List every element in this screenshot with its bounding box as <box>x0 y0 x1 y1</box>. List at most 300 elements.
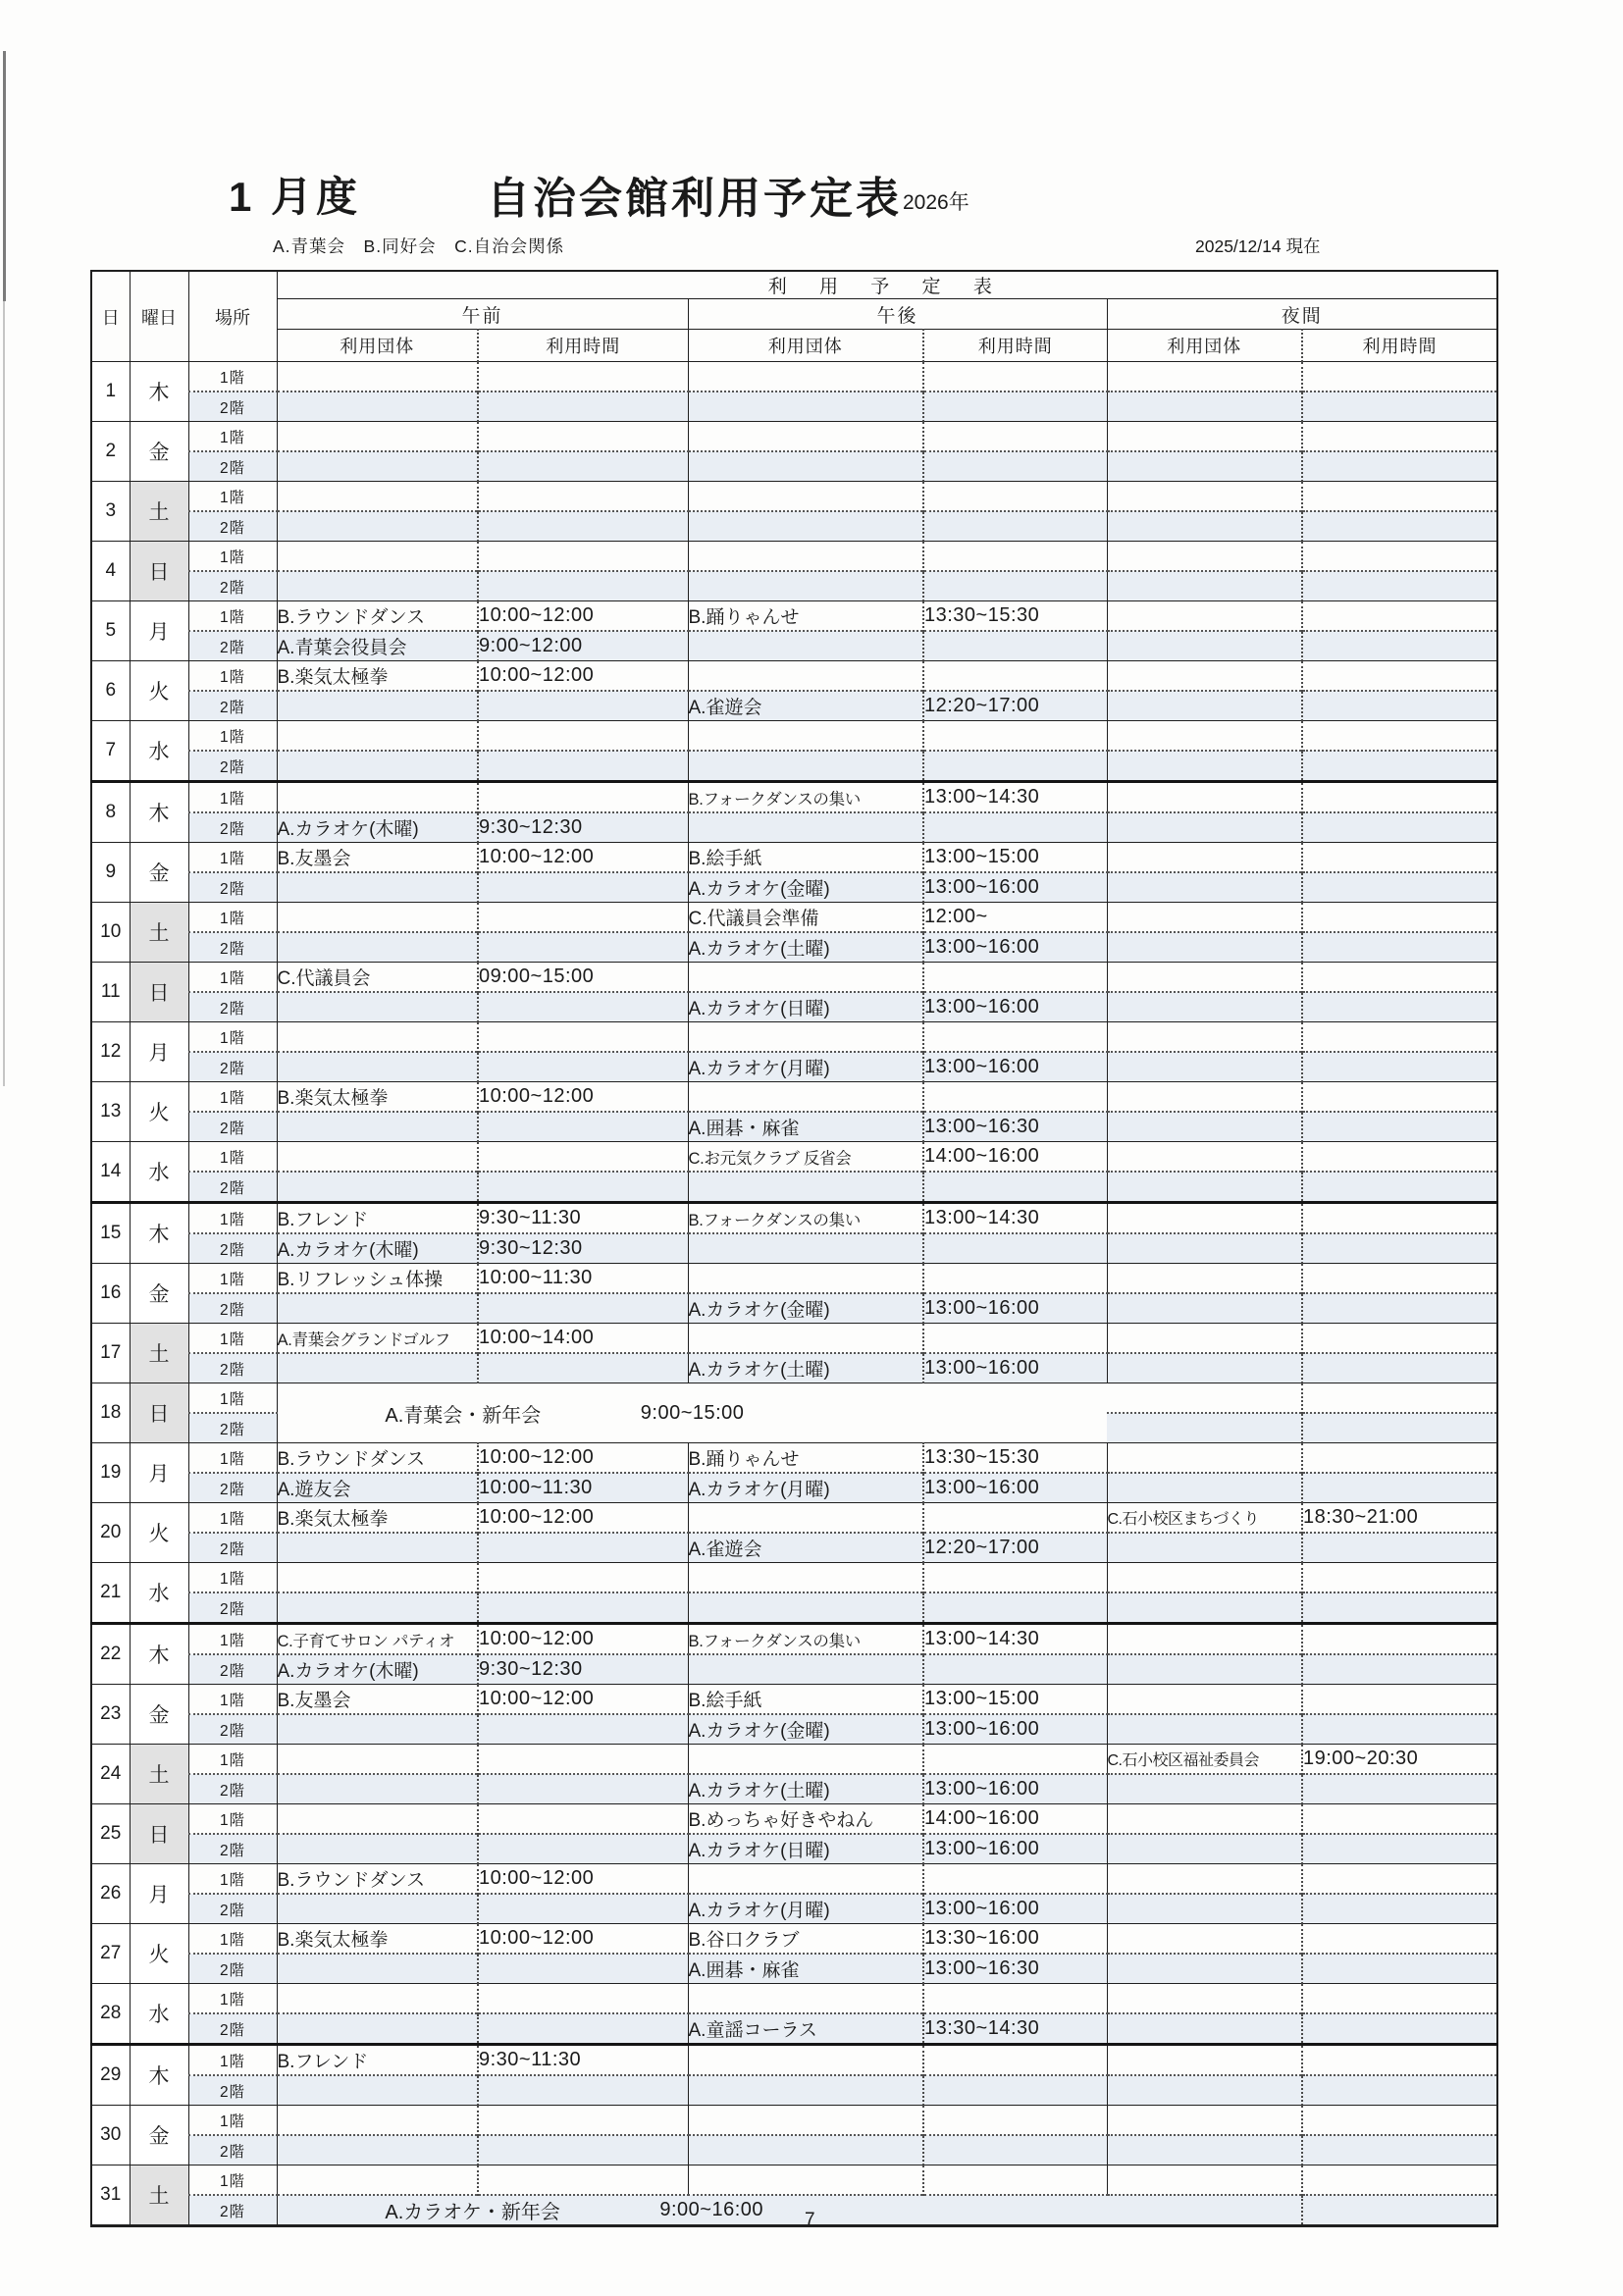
night-group-cell-f1 <box>1107 963 1302 993</box>
night-time-cell-f2 <box>1302 2195 1497 2226</box>
pm-group-cell-f1: B.絵手紙 <box>688 843 923 873</box>
night-time-cell-f1 <box>1302 1984 1497 2014</box>
night-time-cell-f2 <box>1302 812 1497 843</box>
pm-time-cell-f2 <box>923 511 1107 542</box>
day-row-floor2 <box>91 1654 1497 1685</box>
day-number-cell: 6 <box>91 661 130 721</box>
night-time-cell-f2 <box>1302 571 1497 601</box>
am-group-cell-f1 <box>277 422 478 452</box>
night-group-cell-f2 <box>1107 932 1302 963</box>
day-number-cell: 29 <box>91 2045 130 2106</box>
pm-time-cell-f1 <box>923 362 1107 392</box>
night-group-cell-f1 <box>1107 1624 1302 1655</box>
am-group-cell-f2 <box>277 1172 478 1203</box>
night-group-cell-f1 <box>1107 1685 1302 1715</box>
day-row-floor1 <box>91 601 1497 632</box>
am-time-cell-f1: 9:30~11:30 <box>478 1203 688 1234</box>
am-time-cell-f2: 9:00~12:00 <box>478 631 688 661</box>
am-time-cell-f2 <box>478 1052 688 1082</box>
pm-time-cell-f2 <box>923 451 1107 482</box>
am-time-cell-f1 <box>478 2166 688 2196</box>
am-group-cell-f2 <box>277 511 478 542</box>
day-number-cell: 2 <box>91 422 130 482</box>
day-number-cell: 19 <box>91 1443 130 1503</box>
col-header-pm: 午後 <box>688 299 1107 330</box>
night-group-cell-f2 <box>1107 2013 1302 2045</box>
night-time-cell-f2 <box>1302 1533 1497 1563</box>
night-group-cell-f2 <box>1107 1533 1302 1563</box>
day-row-floor2 <box>91 1293 1497 1324</box>
night-time-cell-f1 <box>1302 1264 1497 1294</box>
am-time-cell-f1 <box>478 422 688 452</box>
pm-group-cell-f2 <box>688 631 923 661</box>
night-group-cell-f2 <box>1107 2195 1302 2226</box>
am-time-cell-f1: 10:00~11:30 <box>478 1264 688 1294</box>
day-number-cell: 21 <box>91 1563 130 1624</box>
weekday-cell: 木 <box>130 782 188 843</box>
floor2-label: 2階 <box>188 1233 277 1264</box>
pm-time-cell-f2 <box>923 391 1107 422</box>
day-number-cell: 27 <box>91 1924 130 1984</box>
day-row-floor2 <box>91 2195 1497 2226</box>
am-time-cell-f1: 9:30~11:30 <box>478 2045 688 2076</box>
floor1-label: 1階 <box>188 1503 277 1534</box>
pm-time-cell-f2: 13:30~14:30 <box>923 2013 1107 2045</box>
pm-time-cell-f1: 13:00~14:30 <box>923 782 1107 813</box>
pm-time-cell-f2 <box>923 812 1107 843</box>
night-group-cell-f2 <box>1107 1112 1302 1142</box>
pm-group-cell-f1 <box>688 661 923 692</box>
night-time-cell-f1 <box>1302 963 1497 993</box>
day-number-cell: 9 <box>91 843 130 903</box>
pm-group-cell-f2 <box>688 511 923 542</box>
day-row-floor1 <box>91 1804 1497 1835</box>
am-time-cell-f1 <box>478 1142 688 1173</box>
floor2-label: 2階 <box>188 1413 277 1443</box>
day-number-cell: 7 <box>91 721 130 782</box>
pm-time-cell-f2 <box>923 1172 1107 1203</box>
am-group-cell-f1 <box>277 1022 478 1053</box>
night-time-cell-f1 <box>1302 1443 1497 1474</box>
pm-time-cell-f2: 13:00~16:00 <box>923 1714 1107 1745</box>
day-row-floor2 <box>91 691 1497 721</box>
am-group-cell-f1 <box>277 542 478 572</box>
weekday-cell: 月 <box>130 601 188 661</box>
merged-event-time: 9:00~16:00 <box>659 2199 764 2220</box>
weekday-cell: 水 <box>130 1563 188 1624</box>
am-group-cell-f1: C.子育てサロン パティオ <box>277 1624 478 1655</box>
am-time-cell-f1 <box>478 1984 688 2014</box>
floor1-label: 1階 <box>188 1443 277 1474</box>
night-group-cell-f1 <box>1107 1142 1302 1173</box>
night-time-cell-f2 <box>1302 631 1497 661</box>
am-time-cell-f1: 10:00~12:00 <box>478 1864 688 1895</box>
night-time-cell-f1 <box>1302 721 1497 752</box>
pm-group-cell-f1 <box>688 2166 923 2196</box>
am-time-cell-f1 <box>478 542 688 572</box>
day-row-floor1 <box>91 1503 1497 1534</box>
category-legend: A.青葉会 B.同好会 C.自治会関係 <box>273 236 565 256</box>
pm-time-cell-f2 <box>923 2135 1107 2166</box>
night-group-cell-f1 <box>1107 1082 1302 1113</box>
night-group-cell-f1 <box>1107 661 1302 692</box>
night-time-cell-f2 <box>1302 1774 1497 1804</box>
floor1-label: 1階 <box>188 1324 277 1354</box>
schedule-table-title: 利 用 予 定 表 <box>277 271 1497 299</box>
pm-time-cell-f1: 13:00~15:00 <box>923 1685 1107 1715</box>
pm-group-cell-f2 <box>688 391 923 422</box>
night-time-cell-f2 <box>1302 1052 1497 1082</box>
floor2-label: 2階 <box>188 1592 277 1624</box>
pm-group-cell-f2 <box>688 2075 923 2106</box>
am-time-cell-f2 <box>478 2075 688 2106</box>
pm-group-cell-f1 <box>688 362 923 392</box>
pm-group-cell-f1: B.フォークダンスの集い <box>688 782 923 813</box>
night-group-cell-f1 <box>1107 2106 1302 2136</box>
day-row-floor1 <box>91 1924 1497 1955</box>
merged-event-cell <box>277 1383 1107 1443</box>
night-time-cell-f1 <box>1302 1383 1497 1414</box>
floor2-label: 2階 <box>188 511 277 542</box>
day-row-floor2 <box>91 872 1497 903</box>
am-time-cell-f2 <box>478 1592 688 1624</box>
pm-group-cell-f2: A.カラオケ(月曜) <box>688 1052 923 1082</box>
night-group-cell-f1: C.石小校区福祉委員会 <box>1107 1745 1302 1775</box>
am-time-cell-f2: 10:00~11:30 <box>478 1473 688 1503</box>
merged-event-cell <box>277 2195 1107 2226</box>
pm-time-cell-f1 <box>923 2106 1107 2136</box>
col-header-night: 夜間 <box>1107 299 1497 330</box>
pm-group-cell-f2: A.カラオケ(土曜) <box>688 1774 923 1804</box>
pm-group-cell-f2 <box>688 1233 923 1264</box>
am-group-cell-f1: B.ラウンドダンス <box>277 1443 478 1474</box>
floor2-label: 2階 <box>188 391 277 422</box>
night-time-cell-f2 <box>1302 1654 1497 1685</box>
floor2-label: 2階 <box>188 1112 277 1142</box>
night-time-cell-f2 <box>1302 1353 1497 1383</box>
am-group-cell-f2 <box>277 1894 478 1924</box>
night-time-cell-f2 <box>1302 1714 1497 1745</box>
pm-time-cell-f2: 13:00~16:00 <box>923 992 1107 1022</box>
day-number-cell: 3 <box>91 482 130 542</box>
col-header-am: 午前 <box>277 299 688 330</box>
day-row-floor2 <box>91 391 1497 422</box>
weekday-cell: 木 <box>130 2045 188 2106</box>
weekday-cell: 火 <box>130 1503 188 1563</box>
am-time-cell-f2 <box>478 451 688 482</box>
floor1-label: 1階 <box>188 542 277 572</box>
floor1-label: 1階 <box>188 601 277 632</box>
floor2-label: 2階 <box>188 812 277 843</box>
floor1-label: 1階 <box>188 1685 277 1715</box>
weekday-cell: 金 <box>130 2106 188 2166</box>
night-time-cell-f2 <box>1302 451 1497 482</box>
day-row-floor1 <box>91 2166 1497 2196</box>
day-row-floor1 <box>91 1203 1497 1234</box>
am-time-cell-f2 <box>478 751 688 782</box>
floor1-label: 1階 <box>188 1142 277 1173</box>
day-row-floor2 <box>91 1894 1497 1924</box>
night-time-cell-f1 <box>1302 1685 1497 1715</box>
am-group-cell-f2 <box>277 932 478 963</box>
pm-time-cell-f1: 14:00~16:00 <box>923 1804 1107 1835</box>
pm-group-cell-f1 <box>688 2045 923 2076</box>
day-number-cell: 5 <box>91 601 130 661</box>
am-time-cell-f2 <box>478 1293 688 1324</box>
day-row-floor2 <box>91 992 1497 1022</box>
pm-group-cell-f1: B.谷口クラブ <box>688 1924 923 1955</box>
am-time-cell-f2 <box>478 2013 688 2045</box>
am-time-cell-f2 <box>478 1714 688 1745</box>
day-row-floor1 <box>91 362 1497 392</box>
night-time-cell-f1: 18:30~21:00 <box>1302 1503 1497 1534</box>
floor1-label: 1階 <box>188 2106 277 2136</box>
floor1-label: 1階 <box>188 903 277 933</box>
floor2-label: 2階 <box>188 631 277 661</box>
pm-time-cell-f1: 13:00~15:00 <box>923 843 1107 873</box>
am-group-cell-f1: C.代議員会 <box>277 963 478 993</box>
pm-group-cell-f1 <box>688 1745 923 1775</box>
pm-group-cell-f2: A.カラオケ(土曜) <box>688 1353 923 1383</box>
am-time-cell-f2 <box>478 1172 688 1203</box>
night-group-cell-f2 <box>1107 2075 1302 2106</box>
pm-time-cell-f1 <box>923 1503 1107 1534</box>
day-row-floor2 <box>91 1533 1497 1563</box>
day-row-floor1 <box>91 1443 1497 1474</box>
day-number-cell: 18 <box>91 1383 130 1443</box>
am-time-cell-f2 <box>478 1774 688 1804</box>
weekday-cell: 木 <box>130 1203 188 1264</box>
am-group-cell-f2 <box>277 751 478 782</box>
pm-time-cell-f2 <box>923 751 1107 782</box>
night-time-cell-f1 <box>1302 1624 1497 1655</box>
day-number-cell: 16 <box>91 1264 130 1324</box>
night-group-cell-f2 <box>1107 1654 1302 1685</box>
merged-event-time: 9:00~15:00 <box>640 1401 745 1424</box>
floor1-label: 1階 <box>188 721 277 752</box>
pm-group-cell-f2 <box>688 812 923 843</box>
merged-event-label: A.青葉会・新年会 <box>385 1404 542 1427</box>
am-time-cell-f2 <box>478 571 688 601</box>
am-time-cell-f1 <box>478 1022 688 1053</box>
day-number-cell: 13 <box>91 1082 130 1142</box>
weekday-cell: 水 <box>130 721 188 782</box>
weekday-cell: 木 <box>130 1624 188 1685</box>
am-group-cell-f1: B.ラウンドダンス <box>277 601 478 632</box>
am-group-cell-f2: A.青葉会役員会 <box>277 631 478 661</box>
pm-group-cell-f2 <box>688 1172 923 1203</box>
night-time-cell-f1 <box>1302 1324 1497 1354</box>
weekday-cell: 月 <box>130 1022 188 1082</box>
day-row-floor2 <box>91 1172 1497 1203</box>
pm-time-cell-f1 <box>923 721 1107 752</box>
night-time-cell-f1 <box>1302 1142 1497 1173</box>
night-group-cell-f2 <box>1107 511 1302 542</box>
am-group-cell-f1 <box>277 1142 478 1173</box>
am-group-cell-f2 <box>277 451 478 482</box>
day-row-floor1 <box>91 903 1497 933</box>
night-time-cell-f2 <box>1302 1112 1497 1142</box>
am-time-cell-f1 <box>478 721 688 752</box>
day-row-floor2 <box>91 2135 1497 2166</box>
am-time-cell-f2 <box>478 1112 688 1142</box>
day-row-floor2 <box>91 1353 1497 1383</box>
floor2-label: 2階 <box>188 1533 277 1563</box>
pm-group-cell-f2: A.雀遊会 <box>688 691 923 721</box>
pm-group-cell-f1 <box>688 422 923 452</box>
night-group-cell-f1: C.石小校区まちづくり <box>1107 1503 1302 1534</box>
day-row-floor2 <box>91 451 1497 482</box>
floor2-label: 2階 <box>188 872 277 903</box>
am-time-cell-f2 <box>478 2135 688 2166</box>
day-number-cell: 17 <box>91 1324 130 1383</box>
am-time-cell-f1 <box>478 1745 688 1775</box>
night-group-cell-f2 <box>1107 1714 1302 1745</box>
night-time-cell-f2 <box>1302 1233 1497 1264</box>
night-group-cell-f2 <box>1107 1473 1302 1503</box>
day-number-cell: 14 <box>91 1142 130 1203</box>
night-time-cell-f2 <box>1302 1413 1497 1443</box>
weekday-cell: 水 <box>130 1142 188 1203</box>
floor2-label: 2階 <box>188 2135 277 2166</box>
floor1-label: 1階 <box>188 1624 277 1655</box>
night-time-cell-f2 <box>1302 2135 1497 2166</box>
pm-group-cell-f2: A.雀遊会 <box>688 1533 923 1563</box>
pm-group-cell-f1: B.踊りゃんせ <box>688 1443 923 1474</box>
night-time-cell-f1 <box>1302 1082 1497 1113</box>
am-group-cell-f1: B.楽気太極拳 <box>277 1924 478 1955</box>
pm-group-cell-f1 <box>688 1503 923 1534</box>
pm-time-cell-f2: 13:00~16:00 <box>923 1473 1107 1503</box>
pm-time-cell-f2: 12:20~17:00 <box>923 691 1107 721</box>
floor1-label: 1階 <box>188 1264 277 1294</box>
floor1-label: 1階 <box>188 2045 277 2076</box>
day-number-cell: 28 <box>91 1984 130 2045</box>
am-group-cell-f2 <box>277 2075 478 2106</box>
day-row-floor2 <box>91 631 1497 661</box>
night-group-cell-f2 <box>1107 1353 1302 1383</box>
night-time-cell-f1 <box>1302 482 1497 512</box>
day-row-floor2 <box>91 932 1497 963</box>
night-time-cell-f2 <box>1302 1954 1497 1984</box>
day-number-cell: 11 <box>91 963 130 1022</box>
pm-group-cell-f1 <box>688 1022 923 1053</box>
night-group-cell-f2 <box>1107 1592 1302 1624</box>
day-row-floor2 <box>91 2075 1497 2106</box>
pm-group-cell-f1 <box>688 542 923 572</box>
weekday-cell: 土 <box>130 2166 188 2226</box>
am-group-cell-f1 <box>277 1563 478 1593</box>
night-group-cell-f1 <box>1107 721 1302 752</box>
night-group-cell-f1 <box>1107 362 1302 392</box>
night-time-cell-f1 <box>1302 1203 1497 1234</box>
night-time-cell-f2 <box>1302 691 1497 721</box>
col-header-pm-time: 利用時間 <box>923 330 1107 362</box>
day-row-floor2 <box>91 1233 1497 1264</box>
day-number-cell: 8 <box>91 782 130 843</box>
am-time-cell-f1: 10:00~12:00 <box>478 1924 688 1955</box>
am-group-cell-f2 <box>277 1052 478 1082</box>
pm-time-cell-f1 <box>923 1745 1107 1775</box>
floor1-label: 1階 <box>188 482 277 512</box>
day-row-floor2 <box>91 511 1497 542</box>
am-time-cell-f1 <box>478 1804 688 1835</box>
am-group-cell-f2 <box>277 2135 478 2166</box>
col-header-night-group: 利用団体 <box>1107 330 1302 362</box>
pm-time-cell-f1: 14:00~16:00 <box>923 1142 1107 1173</box>
am-time-cell-f1: 10:00~12:00 <box>478 1624 688 1655</box>
floor2-label: 2階 <box>188 1774 277 1804</box>
am-time-cell-f1 <box>478 1563 688 1593</box>
am-time-cell-f1: 10:00~12:00 <box>478 661 688 692</box>
am-time-cell-f1: 10:00~12:00 <box>478 1503 688 1534</box>
night-time-cell-f1 <box>1302 1804 1497 1835</box>
am-group-cell-f1: B.フレンド <box>277 2045 478 2076</box>
col-header-place: 場所 <box>188 271 277 362</box>
am-group-cell-f1: B.楽気太極拳 <box>277 1503 478 1534</box>
pm-group-cell-f2 <box>688 571 923 601</box>
floor2-label: 2階 <box>188 1353 277 1383</box>
am-time-cell-f2 <box>478 1353 688 1383</box>
night-group-cell-f2 <box>1107 992 1302 1022</box>
am-group-cell-f2: A.カラオケ(木曜) <box>277 1233 478 1264</box>
pm-group-cell-f1: B.絵手紙 <box>688 1685 923 1715</box>
am-time-cell-f1: 10:00~12:00 <box>478 1443 688 1474</box>
night-group-cell-f1 <box>1107 1984 1302 2014</box>
day-row-floor1 <box>91 843 1497 873</box>
pm-group-cell-f1 <box>688 2106 923 2136</box>
night-group-cell-f1 <box>1107 2166 1302 2196</box>
am-time-cell-f2 <box>478 391 688 422</box>
am-group-cell-f2: A.遊友会 <box>277 1473 478 1503</box>
pm-time-cell-f2 <box>923 2075 1107 2106</box>
pm-group-cell-f1: B.めっちゃ好きやねん <box>688 1804 923 1835</box>
pm-time-cell-f1: 13:30~15:30 <box>923 601 1107 632</box>
pm-time-cell-f2: 13:00~16:00 <box>923 932 1107 963</box>
am-time-cell-f1: 10:00~12:00 <box>478 1082 688 1113</box>
pm-time-cell-f1 <box>923 1864 1107 1895</box>
am-group-cell-f2 <box>277 1592 478 1624</box>
night-time-cell-f1 <box>1302 542 1497 572</box>
year-label: 2026年 <box>903 191 969 214</box>
day-row-floor2 <box>91 1834 1497 1864</box>
am-group-cell-f2 <box>277 1954 478 1984</box>
weekday-cell: 日 <box>130 1383 188 1443</box>
night-group-cell-f1 <box>1107 1443 1302 1474</box>
pm-group-cell-f2 <box>688 451 923 482</box>
pm-time-cell-f1: 13:30~16:00 <box>923 1924 1107 1955</box>
floor2-label: 2階 <box>188 1293 277 1324</box>
day-number-cell: 26 <box>91 1864 130 1924</box>
am-group-cell-f1 <box>277 1804 478 1835</box>
pm-group-cell-f2: A.囲碁・麻雀 <box>688 1954 923 1984</box>
floor2-label: 2階 <box>188 2075 277 2106</box>
weekday-cell: 日 <box>130 1804 188 1864</box>
am-group-cell-f2 <box>277 2013 478 2045</box>
pm-time-cell-f2 <box>923 1233 1107 1264</box>
am-time-cell-f1: 10:00~12:00 <box>478 1685 688 1715</box>
day-row-floor2 <box>91 1774 1497 1804</box>
night-group-cell-f2 <box>1107 631 1302 661</box>
pm-time-cell-f1 <box>923 482 1107 512</box>
pm-group-cell-f2: A.カラオケ(月曜) <box>688 1894 923 1924</box>
pm-group-cell-f2: A.カラオケ(土曜) <box>688 932 923 963</box>
am-group-cell-f1: B.リフレッシュ体操 <box>277 1264 478 1294</box>
day-row-floor1 <box>91 422 1497 452</box>
floor2-label: 2階 <box>188 571 277 601</box>
am-group-cell-f1: A.青葉会グランドゴルフ <box>277 1324 478 1354</box>
day-row-floor2 <box>91 1954 1497 1984</box>
